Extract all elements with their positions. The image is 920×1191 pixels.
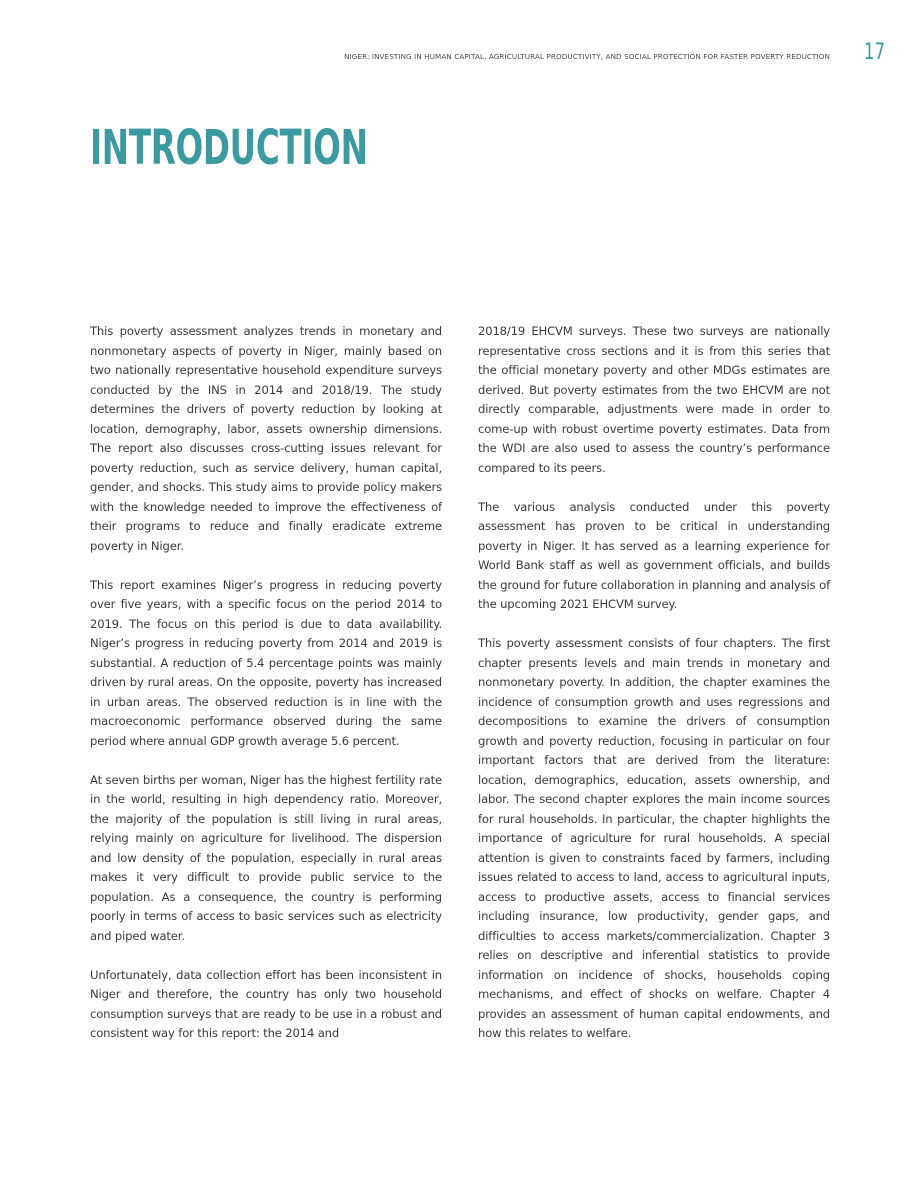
paragraph: This poverty assessment analyzes trends in monetary and nonmonetary aspects of poverty in Niger, mainly based on two nationally representative household expenditure surveys conducted by the INS in 2014 and 2018/19. The study determines the drivers of poverty reduction by looking at location, demography, labor, assets ownership dimensions. The report also discusses cross-cutting issues relevant for poverty reduction, such as service delivery, human capital, gender, and shocks. This study aims to provide policy makers with the knowledge needed to improve the effectiveness of their programs to reduce and finally eradicate extreme poverty in Niger.: [90, 324, 442, 553]
page-number: 17: [864, 40, 885, 65]
paragraph: At seven births per woman, Niger has the highest fertility rate in the world, resulting in high dependency ratio. Moreover, the majority of the population is still living in rural areas, relying mainly on agriculture for livelihood. The dispersion and low density of the population, especially in rural areas makes it very difficult to provide public service to the population. As a consequence, the country is performing poorly in terms of access to basic services such as electricity and piped water.: [90, 772, 442, 943]
right-column: [478, 322, 830, 1063]
page-title: INTRODUCTION: [90, 120, 368, 176]
paragraph: The various analysis conducted under this poverty assessment has proven to be critical in understanding poverty in Niger. It has served as a learning experience for World Bank staff as well as government officials, and builds the ground for future collaboration in planning and analysis of the upcoming 2021 EHCVM survey.: [478, 499, 830, 611]
left-column: [90, 322, 442, 1063]
paragraph: This report examines Niger’s progress in reducing poverty over five years, with a specific focus on the period 2014 to 2019. The focus on this period is due to data availability. Niger’s progress in reducing poverty from 2014 and 2019 is substantial. A reduction of 5.4 percentage points was mainly driven by rural areas. On the opposite, poverty has increased in urban areas. The observed reduction is in line with the macroeconomic performance observed during the same period where annual GDP growth average 5.6 percent.: [90, 577, 442, 748]
running-header: NIGER: INVESTING IN HUMAN CAPITAL, AGRICULTURAL PRODUCTIVITY, AND SOCIAL PROTECTION FOR FASTER POVERTY REDUCTION: [344, 52, 830, 61]
paragraph: Unfortunately, data collection effort has been inconsistent in Niger and therefore, the country has only two household consumption surveys that are ready to be use in a robust and consistent way for this report: the 2014 and: [90, 967, 442, 1040]
paragraph: This poverty assessment consists of four chapters. The first chapter presents levels and main trends in monetary and nonmonetary poverty. In addition, the chapter examines the incidence of consumption growth and uses regressions and decompositions to examine the drivers of consumption growth and poverty reduction, focusing in particular on four important factors that are derived from the literature: location, demographics, education, assets ownership, and labor. The second chapter explores the main income sources for rural households. In particular, the chapter highlights the importance of agriculture for rural households. A special attention is given to constraints faced by farmers, including issues related to access to land, access to agricultural inputs, access to productive assets, access to financial services including insurance, low productivity, gender gaps, and difficulties to access markets/commercialization. Chapter 3 relies on descriptive and inferential statistics to provide information on incidence of shocks, households coping mechanisms, and effect of shocks on welfare. Chapter 4 provides an assessment of human capital endowments, and how this relates to welfare.: [478, 636, 830, 1040]
paragraph: 2018/19 EHCVM surveys. These two surveys are nationally representative cross sections and it is from this series that the official monetary poverty and other MDGs estimates are derived. But poverty estimates from the two EHCVM are not directly comparable, adjustments were made in order to come-up with robust overtime poverty estimates. Data from the WDI are also used to assess the country’s performance compared to its peers.: [478, 324, 830, 475]
